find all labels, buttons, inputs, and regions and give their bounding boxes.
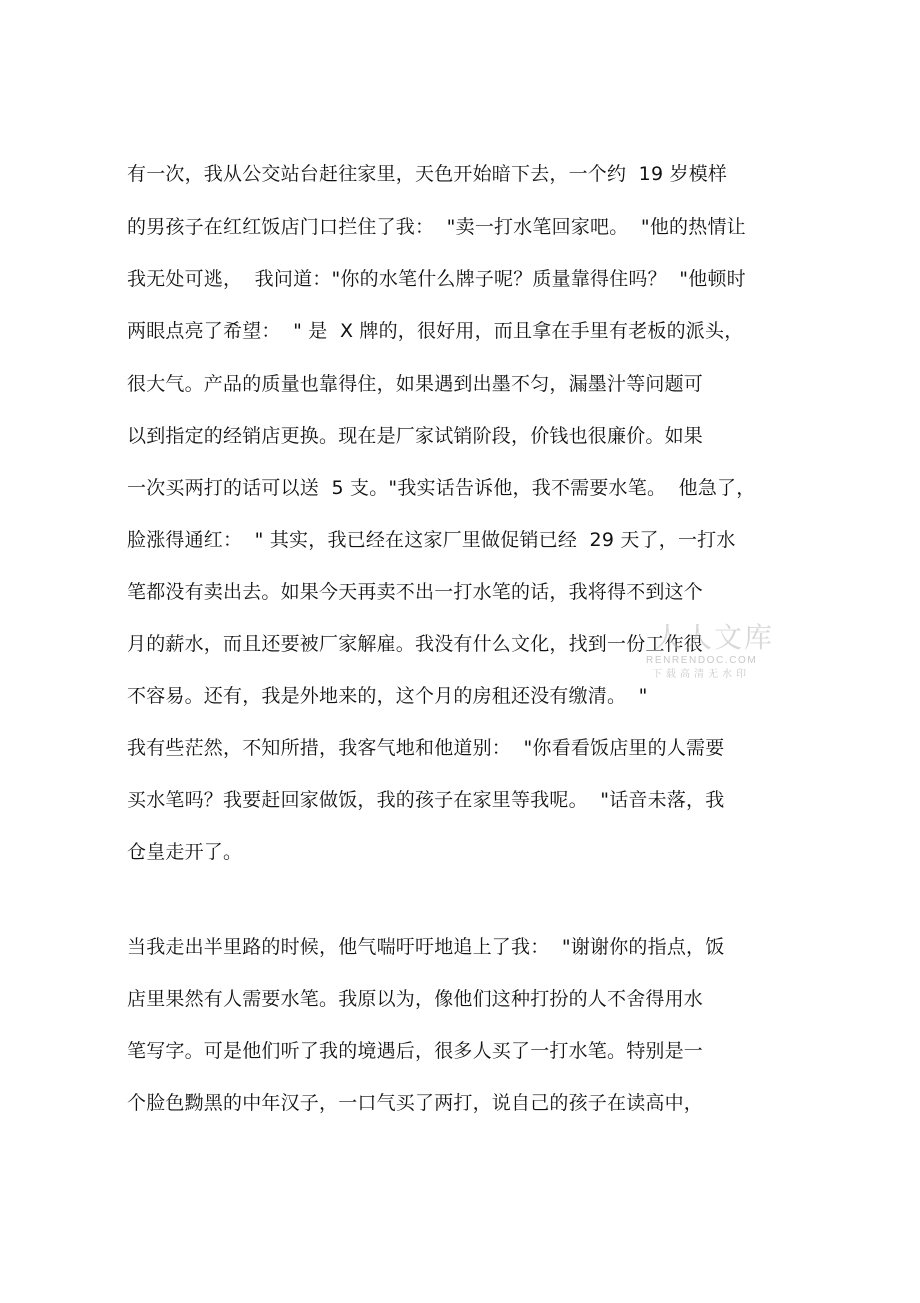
- watermark-logo: [644, 622, 774, 684]
- text-line: 的男孩子在红红饭店门口拦住了我： "卖一打水笔回家吧。 "他的热情让: [127, 216, 746, 238]
- text-line: 一次买两打的话可以送 5 支。"我实话告诉他，我不需要水笔。 他急了，: [127, 477, 756, 499]
- watermark-slogan: 下载高清无水印: [652, 669, 750, 680]
- text-line: 脸涨得通红： " 其实，我已经在这家厂里做促销已经 29 天了，一打水: [127, 529, 736, 551]
- text-line: 买水笔吗？我要赶回家做饭，我的孩子在家里等我呢。 "话音未落，我: [127, 789, 725, 811]
- text-line: 以到指定的经销店更换。现在是厂家试销阶段，价钱也很廉价。如果: [127, 425, 704, 447]
- text-line: 笔都没有卖出去。如果今天再卖不出一打水笔的话，我将得不到这个: [127, 581, 704, 603]
- text-line: 店里果然有人需要水笔。我原以为，像他们这种打扮的人不舍得用水: [127, 988, 704, 1010]
- text-line: 不容易。还有，我是外地来的，这个月的房租还没有缴清。 ": [127, 685, 648, 707]
- text-line: 很大气。产品的质量也靠得住，如果遇到出墨不匀，漏墨汁等问题可: [127, 373, 704, 395]
- text-line: 两眼点亮了希望： " 是 X 牌的，很好用，而且拿在手里有老板的派头，: [127, 320, 744, 342]
- text-line: 月的薪水，而且还要被厂家解雇。我没有什么文化，找到一份工作很: [127, 633, 704, 655]
- watermark-title: 人人文库: [654, 621, 775, 654]
- text-line: 有一次，我从公交站台赶往家里，天色开始暗下去，一个约 19 岁模样: [127, 163, 728, 185]
- text-line: 我有些茫然，不知所措，我客气地和他道别： "你看看饭店里的人需要: [127, 737, 725, 759]
- text-line: 当我走出半里路的时候，他气喘吁吁地追上了我： "谢谢你的指点，饭: [127, 936, 725, 958]
- text-line: 我无处可逃， 我问道："你的水笔什么牌子呢？质量靠得住吗？ "他顿时: [127, 268, 746, 290]
- text-line: 仓皇走开了。: [127, 841, 243, 863]
- text-line: 笔写字。可是他们听了我的境遇后，很多人买了一打水笔。特别是一: [127, 1040, 704, 1062]
- watermark-site: RENRENDOC.COM: [646, 655, 758, 666]
- text-line: 个脸色黝黑的中年汉子，一口气买了两打，说自己的孩子在读高中，: [127, 1092, 704, 1114]
